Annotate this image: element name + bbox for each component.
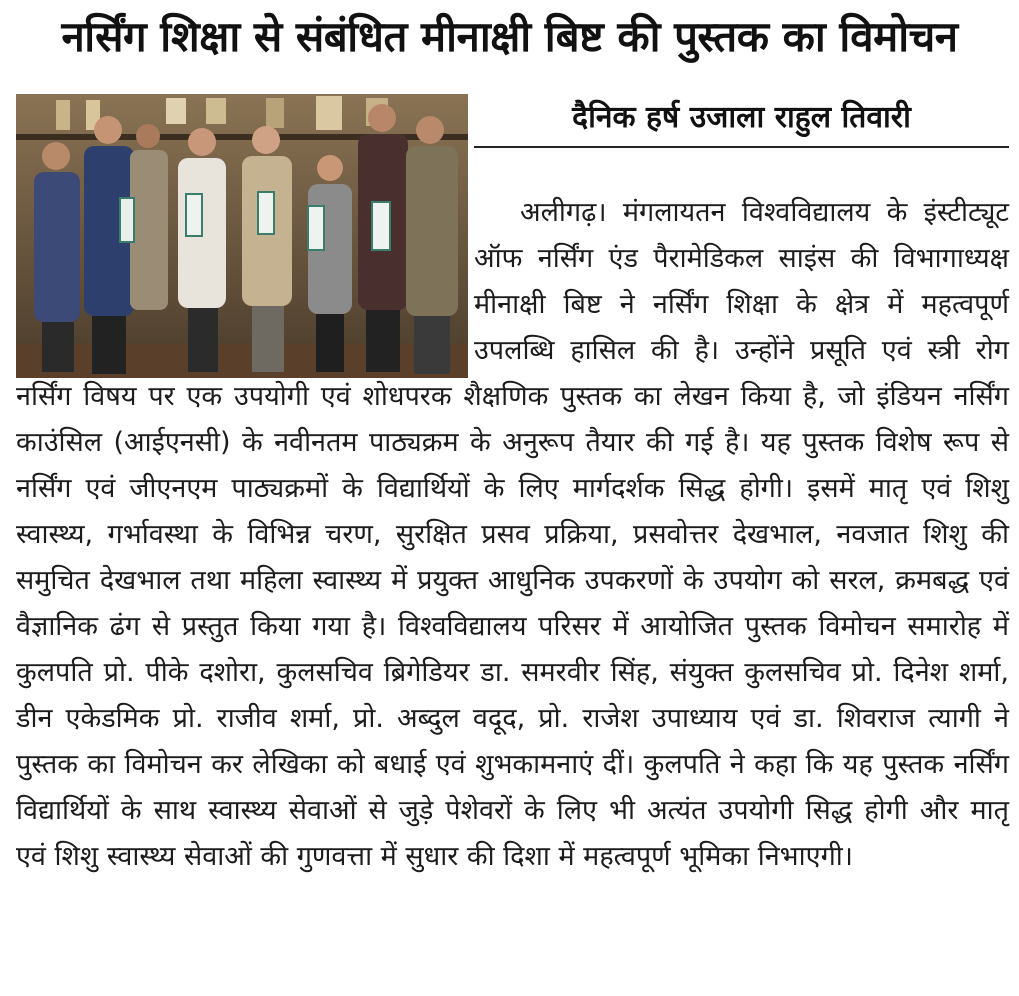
article-line-1: अलीगढ़। मंगलायतन विश्वविद्यालय के इंस्टीट्यूट — [520, 197, 1009, 228]
article-line-15: एवं शिशु स्वास्थ्य सेवाओं की गुणवत्ता में सुधार की दिशा में महत्वपूर्ण भूमिका निभाएगी। — [16, 841, 854, 872]
article-line-3: मीनाक्षी बिष्ट ने नर्सिंग शिक्षा के क्षेत्र में महत्वपूर्ण — [474, 289, 1009, 320]
article-line-5: नर्सिंग विषय पर एक उपयोगी एवं शोधपरक शैक्षणिक पुस्तक का लेखन किया है, जो इंडियन नर्सिंग — [16, 381, 1009, 412]
byline: दैनिक हर्ष उजाला राहुल तिवारी — [572, 100, 911, 135]
article-line-8: स्वास्थ्य, गर्भावस्था के विभिन्न चरण, सुरक्षित प्रसव प्रक्रिया, प्रसवोत्तर देखभाल, नवजात शिशु की — [16, 519, 1009, 550]
article-line-4: उपलब्धि हासिल की है। उन्होंने प्रसूति एवं स्त्री रोग — [474, 335, 1009, 366]
article-photo — [16, 94, 468, 378]
article-line-10: वैज्ञानिक ढंग से प्रस्तुत किया गया है। विश्वविद्यालय परिसर में आयोजित पुस्तक विमोचन समारोह में — [16, 611, 1009, 642]
article-line-13: पुस्तक का विमोचन कर लेखिका को बधाई एवं शुभकामनाएं दीं। कुलपति ने कहा कि यह पुस्तक नर्सिंग — [16, 749, 1009, 780]
article-line-2: ऑफ नर्सिंग एंड पैरामेडिकल साइंस की विभागाध्यक्ष — [474, 243, 1009, 274]
article-line-6: काउंसिल (आईएनसी) के नवीनतम पाठ्यक्रम के अनुरूप तैयार की गई है। यह पुस्तक विशेष रूप से — [16, 427, 1009, 458]
headline: नर्सिंग शिक्षा से संबंधित मीनाक्षी बिष्ट की पुस्तक का विमोचन — [61, 12, 958, 61]
article-line-14: विद्यार्थियों के साथ स्वास्थ्य सेवाओं से जुड़े पेशेवरों के लिए भी अत्यंत उपयोगी सिद्ध होगी और मातृ — [16, 795, 1009, 826]
ceremony-photo-illustration — [16, 94, 468, 378]
article-line-9: समुचित देखभाल तथा महिला स्वास्थ्य में प्रयुक्त आधुनिक उपकरणों के उपयोग को सरल, क्रमबद्ध एवं — [16, 565, 1009, 596]
article-line-12: डीन एकेडमिक प्रो. राजीव शर्मा, प्रो. अब्दुल वदूद, प्रो. राजेश उपाध्याय एवं डा. शिवराज त्यागी ने — [16, 703, 1009, 734]
byline-divider — [474, 146, 1009, 148]
article-line-7: नर्सिंग एवं जीएनएम पाठ्यक्रमों के विद्यार्थियों के लिए मार्गदर्शक सिद्ध होगी। इसमें मातृ एवं शिशु — [16, 473, 1009, 504]
article-line-11: कुलपति प्रो. पीके दशोरा, कुलसचिव ब्रिगेडियर डा. समरवीर सिंह, संयुक्त कुलसचिव प्रो. दिनेश शर्मा, — [16, 657, 1009, 688]
